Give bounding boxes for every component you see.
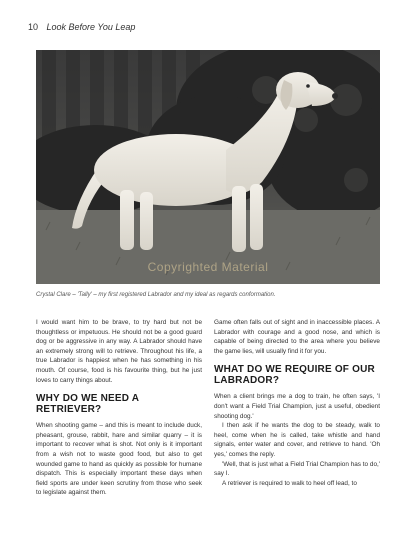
right-column [214, 318, 380, 488]
page-header [28, 22, 135, 32]
labrador-illustration [36, 50, 380, 284]
page-number: 10 [28, 22, 39, 32]
paragraph: When shooting game – and this is meant to include duck, pheasant, grouse, rabbit, hare and similar quarry – it is important to recover what is shot. Not only is it important from a wish not to waste good food, but also to get wounded game to hand as quickly as possible for humane dispatch. This is especially important these days when field sports are under keen scrutiny from those who seek to legislate against them. [36, 422, 202, 497]
paragraph: 'Well, that is just what a Field Trial Champion has to do,' say I. [214, 460, 380, 478]
paragraph: I then ask if he wants the dog to be steady, walk to heel, come when he is called, take whistle and hand signals, enter water and cover, and retrieve to hand. 'Oh yes,' comes the reply. [214, 422, 380, 458]
copyright-watermark: Copyrighted Material [147, 260, 269, 274]
running-title: Look Before You Leap [46, 22, 136, 32]
left-column [36, 318, 202, 498]
paragraph: I would want him to be brave, to try hard but not be thoughtless or impetuous. He should not be a good guard dog or be aggressive in any way. A Labrador should have an extremely strong will to retrieve. Throughout his life, a true Labrador is happiest when he has something in his mouth. Of course, food is his favourite thing, but he just loves to carry things about. [36, 319, 202, 384]
section-heading: WHAT DO WE REQUIRE OF OUR LABRADOR? [214, 364, 375, 387]
section-heading: WHY DO WE NEED A RETRIEVER? [36, 393, 139, 416]
paragraph: A retriever is required to walk to heel off lead, to [222, 479, 357, 487]
paragraph: Game often falls out of sight and in inaccessible places. A Labrador with courage and a good nose, and which is capable of being directed to the area where you believe the game lies, will usually find it for you. [214, 319, 380, 355]
labrador-photo [36, 50, 380, 284]
paragraph: When a client brings me a dog to train, he often says, 'I don't want a Field Trial Champion, just a useful, obedient shooting dog.' [214, 393, 380, 420]
photo-caption: Crystal Clare – 'Tally' – my first registered Labrador and my ideal as regards conformation. [36, 292, 276, 298]
